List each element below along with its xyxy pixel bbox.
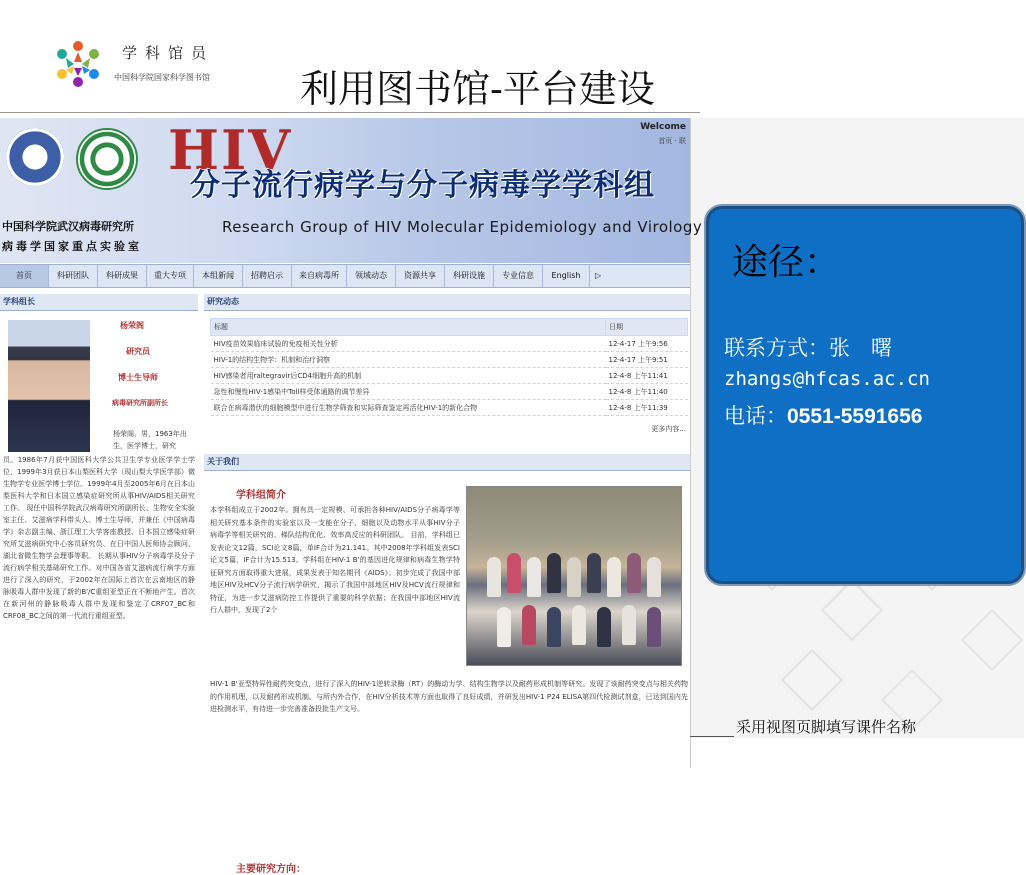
nav-item-results[interactable]: 科研成果 <box>98 265 147 287</box>
phone-number: 0551-5591656 <box>787 405 923 428</box>
leader-photo <box>8 320 90 452</box>
nav-item-field[interactable]: 领域动态 <box>347 265 396 287</box>
librarian-logo <box>50 36 220 96</box>
logo-title: 学科馆员 <box>122 44 215 62</box>
news-row[interactable] <box>211 400 688 416</box>
nav-item-info[interactable]: 专业信息 <box>494 265 543 287</box>
news-title[interactable]: HIV-1的结构生物学：机制和治疗洞察 <box>211 352 606 368</box>
nav-item-home[interactable]: 首页 <box>0 265 49 287</box>
group-photo <box>466 486 682 666</box>
slide-title: 利用图书馆-平台建设 <box>300 67 655 111</box>
lab-name: 病毒学国家重点实验室 <box>2 240 142 253</box>
footer-divider <box>690 736 734 737</box>
cas-emblem-icon <box>6 128 64 186</box>
leader-role-3: 病毒研究所副所长 <box>112 399 168 407</box>
virology-lab-emblem-icon <box>76 128 138 190</box>
news-panel-title: 研究动态 <box>204 294 690 311</box>
news-date: 12-4-17 上午9:56 <box>606 336 688 352</box>
intro-text: 本学科组成立于2002年。拥有具一定规模、可承担各种HIV/AIDS分子病毒学等相关研究基本条件的实验室以及一支能在分子、细胞以及动物水平从事HIV分子病毒学等相关研究的、梯队结构优化、效率高反应的科研团队。 目前，学科组已发表论文12篇，SCI论文8篇，单IF合计为21.141。其中2008年学科组发表SCI论文5篇，IF合计为15.513。学科组在HIV-1 B'的基因进化规律和病毒生物学特征研究方面取得重大进展，成果发表于知名期刊《AIDS》；初步完成了我国中部地区HIV及HCV分子流行病学研究，揭示了我国中部地区HIV及HCV流行规律和特征，为进一步艾滋病防控工作提供了重要的科学依据；在我国中部地区HIV流行人群中，发现了2个 <box>210 506 460 614</box>
leader-bio-lead: 杨荣阁，男，1963年出生，医学博士，研究 <box>113 430 187 450</box>
contact-phone <box>724 400 922 430</box>
nav-item-institute[interactable]: 来自病毒所 <box>292 265 347 287</box>
contact-email[interactable]: zhangs@hfcas.ac.cn <box>724 368 930 390</box>
institute-name: 中国科学院武汉病毒研究所 <box>2 220 134 233</box>
banner-hiv-mark: HIV <box>168 118 293 182</box>
welcome-text: Welcome <box>640 122 686 132</box>
news-col-date: 日期 <box>606 319 688 336</box>
nav-item-news[interactable]: 本组新闻 <box>194 265 243 287</box>
contact-person: 联系方式：张 曙 <box>724 336 892 360</box>
phone-label: 电话： <box>724 404 787 428</box>
about-panel <box>204 454 690 875</box>
news-title[interactable]: 急性和慢性HIV-1感染中Toll样受体通路的调节差异 <box>211 384 606 400</box>
welcome-links[interactable]: 首页 · 联 <box>658 137 686 145</box>
nav-item-facilities[interactable]: 科研设施 <box>445 265 494 287</box>
nav-scroll-arrow-icon[interactable]: ▷ <box>595 271 602 280</box>
news-date: 12-4-17 上午9:51 <box>606 352 688 368</box>
news-panel <box>204 294 690 444</box>
about-panel-title: 关于我们 <box>204 454 690 471</box>
banner-title-cn: 分子流行病学与分子病毒学学科组 <box>190 168 655 203</box>
footer-note: 采用视图页脚填写课件名称 <box>736 718 917 736</box>
banner-title-en: Research Group of HIV Molecular Epidemiology and Virology <box>222 218 703 236</box>
leader-name[interactable]: 杨荣阁 <box>120 321 144 330</box>
intro-title: 学科组简介 <box>236 490 286 501</box>
news-more-link[interactable]: 更多内容... <box>651 425 686 433</box>
site-nav-bar <box>0 264 690 288</box>
leader-panel <box>0 294 198 774</box>
site-banner <box>0 118 703 263</box>
nav-item-recruit[interactable]: 招聘启示 <box>243 265 292 287</box>
contact-callout <box>704 204 1026 586</box>
leader-panel-title: 学科组长 <box>0 294 198 311</box>
news-date: 12-4-8 上午11:40 <box>606 384 688 400</box>
news-table <box>210 318 688 416</box>
website-screenshot <box>0 118 703 875</box>
news-date: 12-4-8 上午11:39 <box>606 400 688 416</box>
news-row[interactable] <box>211 352 688 368</box>
leader-role-2: 博士生导师 <box>118 373 158 382</box>
news-col-title: 标题 <box>211 319 606 336</box>
leader-role-1: 研究员 <box>126 347 150 356</box>
news-title[interactable]: HIV疫苗效果临床试验的免疫相关性分析 <box>211 336 606 352</box>
callout-title: 途径： <box>732 242 841 283</box>
nav-item-resources[interactable]: 资源共享 <box>396 265 445 287</box>
people-circle-logo-icon <box>50 36 106 92</box>
news-title[interactable]: 联合在病毒潜伏的细胞模型中进行生物学筛查和实际筛查鉴定再活化HIV-1的新化合物 <box>211 400 606 416</box>
leader-bio: 员。1986年7月获中国医科大学公共卫生学专业医学学士学位，1999年3月获日本山梨医科大学（现山梨大学医学部）微生物学专业医学博士学位。1999年4月至2005年6月在日本山梨医科大学和日本国立感染症研究所从事HIV/AIDS相关研究工作。 现任中国科学院武汉病毒研究所副所长、生物安全实验室主任、艾滋病学科带头人、博士生导师，并兼任《中国病毒学》杂志副主编、浙江理工大学客座教授、日本国立感染症研究所艾滋病研究中心客员研究员、在日中国人医师协会顾问、湖北省微生物学会理事等职。 长期从事HIV分子病毒学及分子流行病学相关基础研究工作。对中国各省艾滋病流行病学方面进行了深入的研究，于2002年在国际上首次在云南地区的静脉吸毒人群中发现了新的B'/C重组亚型正在不断地产生。首次在新河州的静脉吸毒人群中发现和鉴定了CRF07_BC和CRF08_BC之间的第一代流行重组亚型。 <box>3 456 195 620</box>
title-divider <box>0 112 700 113</box>
news-row[interactable] <box>211 384 688 400</box>
research-directions-title: 主要研究方向： <box>236 864 306 875</box>
nav-item-english[interactable]: English <box>543 265 590 287</box>
nav-item-team[interactable]: 科研团队 <box>49 265 98 287</box>
logo-subtitle: 中国科学院国家科学图书馆 <box>114 73 210 82</box>
news-title[interactable]: HIV感染者用raltegravir后CD4细胞升高的机制 <box>211 368 606 384</box>
news-date: 12-4-8 上午11:41 <box>606 368 688 384</box>
intro-text-continued: HIV-1 B'亚型特异性耐药突变点，进行了深入的HIV-1逆转录酶（RT）的酶动力学、结构生物学以及耐药形成机制等研究。发现了该耐药突变点与相关药物的作用机理，以及耐药形成机制。与所内外合作，在HIV分析技术等方面也取得了良好成绩，并研发出HIV-1 P24 ELISA第四代检测试剂盒，已达到国内先进检测水平，有待进一步完善准备投批生产文号。 <box>210 680 688 713</box>
news-row[interactable] <box>211 368 688 384</box>
nav-item-projects[interactable]: 重大专项 <box>147 265 194 287</box>
news-row[interactable] <box>211 336 688 352</box>
news-table-header <box>211 319 688 336</box>
